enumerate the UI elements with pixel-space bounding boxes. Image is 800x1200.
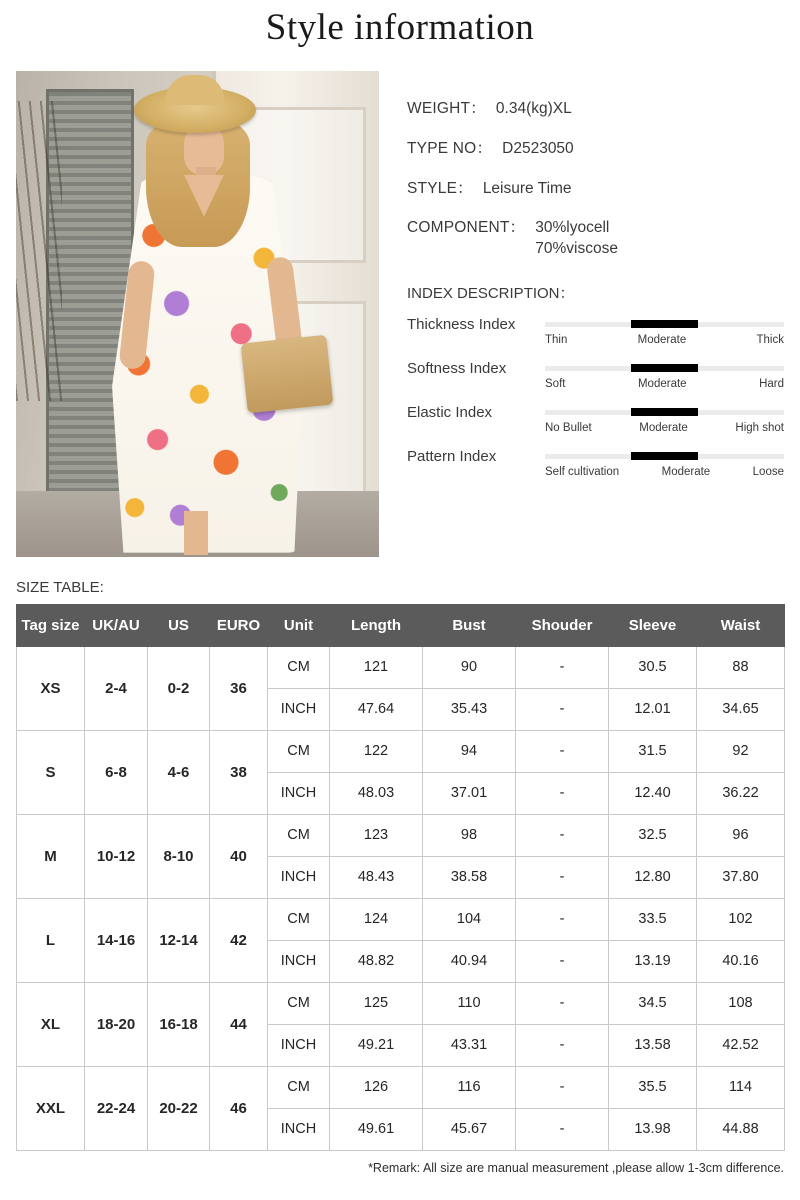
- cell-sleeve: 12.01: [609, 688, 697, 730]
- spec-weight: [407, 99, 784, 120]
- index-thickness-scale-low: Thin: [545, 334, 568, 347]
- cell-shouder: -: [516, 814, 609, 856]
- cell-unit: CM: [268, 730, 330, 772]
- cell-sleeve: 13.19: [609, 940, 697, 982]
- cell-shouder: -: [516, 772, 609, 814]
- cell-bust: 116: [423, 1066, 516, 1108]
- index-pattern-scale-low: Self cultivation: [545, 466, 620, 479]
- index-thickness: [407, 313, 784, 346]
- cell-tag-size: XS: [17, 646, 85, 730]
- cell-bust: 43.31: [423, 1024, 516, 1066]
- index-elastic-scale-high: High shot: [735, 422, 784, 435]
- col-header-bust: Bust: [423, 604, 516, 646]
- cell-waist: 108: [697, 982, 785, 1024]
- cell-uk-au: 22-24: [85, 1066, 148, 1150]
- cell-shouder: -: [516, 646, 609, 688]
- cell-unit: CM: [268, 646, 330, 688]
- page-title: Style information: [265, 7, 535, 48]
- cell-shouder: -: [516, 730, 609, 772]
- cell-euro: 40: [210, 814, 268, 898]
- index-elastic-label: Elastic Index: [407, 403, 493, 421]
- index-pattern-scale: [545, 466, 784, 478]
- cell-uk-au: 6-8: [85, 730, 148, 814]
- cell-unit: INCH: [268, 688, 330, 730]
- size-table-header-row: [17, 604, 785, 646]
- cell-shouder: -: [516, 1066, 609, 1108]
- cell-bust: 94: [423, 730, 516, 772]
- col-header-euro: EURO: [210, 604, 268, 646]
- index-pattern-bar: [545, 445, 784, 467]
- index-softness-label: Softness Index: [407, 359, 507, 377]
- cell-waist: 92: [697, 730, 785, 772]
- index-pattern: [407, 445, 784, 478]
- cell-unit: INCH: [268, 1108, 330, 1150]
- cell-length: 49.21: [330, 1024, 423, 1066]
- spec-type-no: [407, 139, 784, 160]
- table-row: [17, 898, 785, 940]
- cell-bust: 40.94: [423, 940, 516, 982]
- index-elastic-marker: [631, 408, 698, 416]
- index-thickness-label: Thickness Index: [407, 315, 516, 333]
- cell-uk-au: 14-16: [85, 898, 148, 982]
- cell-length: 123: [330, 814, 423, 856]
- cell-length: 122: [330, 730, 423, 772]
- cell-waist: 36.22: [697, 772, 785, 814]
- cell-sleeve: 35.5: [609, 1066, 697, 1108]
- cell-euro: 42: [210, 898, 268, 982]
- cell-waist: 102: [697, 898, 785, 940]
- cell-waist: 44.88: [697, 1108, 785, 1150]
- cell-waist: 37.80: [697, 856, 785, 898]
- table-row: [17, 730, 785, 772]
- cell-length: 47.64: [330, 688, 423, 730]
- index-elastic: [407, 401, 784, 434]
- cell-bust: 35.43: [423, 688, 516, 730]
- spec-style: [407, 179, 784, 200]
- cell-tag-size: L: [17, 898, 85, 982]
- cell-tag-size: M: [17, 814, 85, 898]
- index-softness-bar: [545, 357, 784, 379]
- cell-length: 48.03: [330, 772, 423, 814]
- cell-waist: 88: [697, 646, 785, 688]
- spec-component-line-2: 70%viscose: [535, 240, 618, 258]
- index-thickness-scale-mid: Moderate: [637, 334, 687, 347]
- cell-euro: 44: [210, 982, 268, 1066]
- cell-sleeve: 32.5: [609, 814, 697, 856]
- index-elastic-scale: [545, 422, 784, 434]
- cell-uk-au: 2-4: [85, 646, 148, 730]
- cell-uk-au: 18-20: [85, 982, 148, 1066]
- spec-type-no-label: TYPE NO：: [407, 139, 493, 157]
- col-header-sleeve: Sleeve: [609, 604, 697, 646]
- photo-model-legs: [184, 511, 208, 555]
- cell-us: 20-22: [148, 1066, 210, 1150]
- spec-component: [407, 218, 784, 260]
- spec-type-no-value: D2523050: [502, 139, 574, 157]
- cell-waist: 40.16: [697, 940, 785, 982]
- cell-us: 8-10: [148, 814, 210, 898]
- index-elastic-scale-low: No Bullet: [545, 422, 592, 435]
- cell-unit: INCH: [268, 856, 330, 898]
- col-header-shouder: Shouder: [516, 604, 609, 646]
- cell-length: 125: [330, 982, 423, 1024]
- index-softness-marker: [631, 364, 698, 372]
- cell-tag-size: XXL: [17, 1066, 85, 1150]
- cell-bust: 37.01: [423, 772, 516, 814]
- cell-length: 126: [330, 1066, 423, 1108]
- cell-bust: 110: [423, 982, 516, 1024]
- col-header-us: US: [148, 604, 210, 646]
- cell-us: 16-18: [148, 982, 210, 1066]
- product-photo: [16, 71, 379, 557]
- cell-shouder: -: [516, 1108, 609, 1150]
- photo-clutch-bag: [241, 334, 334, 413]
- index-softness-scale-low: Soft: [545, 378, 566, 391]
- cell-tag-size: S: [17, 730, 85, 814]
- cell-waist: 34.65: [697, 688, 785, 730]
- size-table: [16, 604, 785, 1151]
- index-pattern-scale-high: Loose: [752, 466, 784, 479]
- index-description-label: INDEX DESCRIPTION：: [407, 285, 575, 303]
- cell-length: 48.43: [330, 856, 423, 898]
- cell-shouder: -: [516, 688, 609, 730]
- cell-shouder: -: [516, 982, 609, 1024]
- cell-length: 121: [330, 646, 423, 688]
- cell-unit: CM: [268, 898, 330, 940]
- cell-unit: INCH: [268, 772, 330, 814]
- product-overview-section: [0, 49, 800, 557]
- col-header-uk-au: UK/AU: [85, 604, 148, 646]
- cell-tag-size: XL: [17, 982, 85, 1066]
- spec-style-label: STYLE：: [407, 179, 473, 197]
- measurement-remark: *Remark: All size are manual measurement ,please allow 1-3cm difference.: [368, 1160, 784, 1175]
- index-thickness-bar: [545, 313, 784, 335]
- cell-length: 48.82: [330, 940, 423, 982]
- cell-shouder: -: [516, 898, 609, 940]
- cell-shouder: -: [516, 1024, 609, 1066]
- col-header-tag-size: Tag size: [17, 604, 85, 646]
- cell-waist: 96: [697, 814, 785, 856]
- index-thickness-scale: [545, 334, 784, 346]
- spec-style-value: Leisure Time: [482, 179, 572, 197]
- cell-sleeve: 13.58: [609, 1024, 697, 1066]
- cell-us: 4-6: [148, 730, 210, 814]
- cell-sleeve: 31.5: [609, 730, 697, 772]
- cell-bust: 98: [423, 814, 516, 856]
- spec-weight-label: WEIGHT：: [407, 99, 486, 117]
- table-row: [17, 1066, 785, 1108]
- index-thickness-marker: [631, 320, 698, 328]
- cell-sleeve: 12.80: [609, 856, 697, 898]
- index-softness-scale: [545, 378, 784, 390]
- col-header-waist: Waist: [697, 604, 785, 646]
- cell-bust: 38.58: [423, 856, 516, 898]
- index-elastic-scale-mid: Moderate: [639, 422, 688, 435]
- table-row: [17, 814, 785, 856]
- spec-component-line-1: 30%lyocell: [535, 219, 610, 237]
- cell-shouder: -: [516, 940, 609, 982]
- col-header-length: Length: [330, 604, 423, 646]
- cell-us: 12-14: [148, 898, 210, 982]
- product-specs: [379, 71, 784, 557]
- cell-shouder: -: [516, 856, 609, 898]
- index-thickness-scale-high: Thick: [756, 334, 784, 347]
- col-header-unit: Unit: [268, 604, 330, 646]
- spec-component-values: [525, 218, 618, 260]
- index-pattern-label: Pattern Index: [407, 447, 497, 465]
- size-table-label: SIZE TABLE:: [16, 578, 104, 596]
- cell-waist: 42.52: [697, 1024, 785, 1066]
- cell-unit: CM: [268, 982, 330, 1024]
- photo-plant: [16, 101, 62, 401]
- cell-unit: INCH: [268, 1024, 330, 1066]
- cell-unit: CM: [268, 1066, 330, 1108]
- cell-length: 49.61: [330, 1108, 423, 1150]
- cell-sleeve: 34.5: [609, 982, 697, 1024]
- cell-unit: INCH: [268, 940, 330, 982]
- cell-waist: 114: [697, 1066, 785, 1108]
- spec-component-label: COMPONENT：: [407, 219, 526, 237]
- cell-sleeve: 33.5: [609, 898, 697, 940]
- cell-sleeve: 13.98: [609, 1108, 697, 1150]
- index-softness: [407, 357, 784, 390]
- index-elastic-bar: [545, 401, 784, 423]
- cell-bust: 45.67: [423, 1108, 516, 1150]
- index-pattern-scale-mid: Moderate: [661, 466, 711, 479]
- cell-bust: 90: [423, 646, 516, 688]
- table-row: [17, 646, 785, 688]
- table-row: [17, 982, 785, 1024]
- index-softness-scale-mid: Moderate: [637, 378, 687, 391]
- cell-sleeve: 12.40: [609, 772, 697, 814]
- cell-euro: 38: [210, 730, 268, 814]
- index-pattern-marker: [631, 452, 698, 460]
- cell-bust: 104: [423, 898, 516, 940]
- cell-length: 124: [330, 898, 423, 940]
- cell-euro: 46: [210, 1066, 268, 1150]
- spec-weight-value: 0.34(kg)XL: [495, 99, 572, 117]
- cell-uk-au: 10-12: [85, 814, 148, 898]
- cell-sleeve: 30.5: [609, 646, 697, 688]
- cell-euro: 36: [210, 646, 268, 730]
- cell-unit: CM: [268, 814, 330, 856]
- cell-us: 0-2: [148, 646, 210, 730]
- index-softness-scale-high: Hard: [759, 378, 784, 391]
